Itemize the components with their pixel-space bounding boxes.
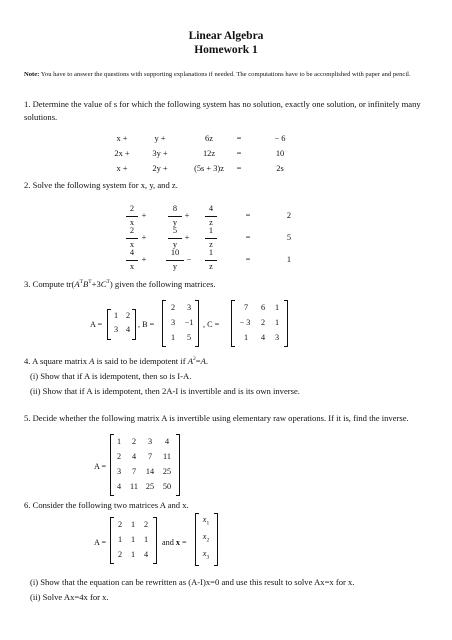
q3-C-21: − 3 bbox=[239, 318, 251, 327]
q2-r3-bar-b bbox=[166, 260, 184, 261]
q2-r2-bar-c bbox=[205, 238, 217, 239]
q2-r2-num-c: 1 bbox=[208, 226, 214, 235]
q1-r3-rhs: 2s bbox=[276, 164, 284, 173]
q2-r3-num-a: 4 bbox=[129, 248, 135, 257]
question-6: 6. Consider the following two matrices A and x. bbox=[24, 500, 189, 510]
q1-r2-eq: = bbox=[236, 149, 242, 158]
q5-A-34: 25 bbox=[162, 467, 172, 476]
q6-A-13: 2 bbox=[143, 520, 149, 529]
q5-A-32: 7 bbox=[131, 467, 137, 476]
note bbox=[24, 70, 444, 79]
q5-A-11: 1 bbox=[116, 437, 122, 446]
q2-r1-den-c: z bbox=[209, 218, 213, 227]
q2-r1-bar-a bbox=[126, 216, 138, 217]
q2-r2-num-b: 5 bbox=[172, 226, 178, 235]
q5-A-44: 50 bbox=[162, 482, 172, 491]
q2-r2-eq: = bbox=[245, 233, 251, 242]
question-4-ii: (ii) Show that if A is idempotent, then 2A-I is invertible and is its own inverse. bbox=[30, 386, 300, 396]
q3-C-31: 1 bbox=[243, 333, 249, 342]
q6-A-bracket-right bbox=[153, 517, 157, 564]
q3-C-13: 1 bbox=[274, 303, 280, 312]
q3-B-bracket-right bbox=[195, 300, 199, 347]
q3-C-label: , C = bbox=[203, 320, 220, 329]
q2-r1-bar-b bbox=[168, 216, 182, 217]
q6-A-22: 1 bbox=[130, 535, 136, 544]
q1-r3-c2: 2y + bbox=[152, 164, 168, 173]
q1-r1-eq: = bbox=[236, 134, 242, 143]
q5-A-13: 3 bbox=[147, 437, 153, 446]
q3-A-bracket-right bbox=[132, 309, 136, 340]
q2-r2-den-a: x bbox=[129, 240, 135, 249]
q1-r3-c3: (5s + 3)z bbox=[194, 164, 224, 173]
q5-A-42: 11 bbox=[130, 482, 138, 491]
q3-B-21: 3 bbox=[170, 318, 176, 327]
q5-A-23: 7 bbox=[147, 452, 153, 461]
note-text: You have to answer the questions with supporting explanations if needed. The computations have to be accomplished with paper and pencil. bbox=[40, 71, 411, 78]
q2-r2-den-b: y bbox=[172, 240, 178, 249]
q3-A-22: 4 bbox=[125, 325, 131, 334]
q6-A-label: A = bbox=[94, 538, 107, 547]
q1-r3-c1: x + bbox=[116, 164, 128, 173]
q2-r3-op2: − bbox=[186, 255, 192, 264]
q2-r1-op2: + bbox=[184, 211, 190, 220]
q2-r1-eq: = bbox=[245, 211, 251, 220]
q6-A-11: 2 bbox=[117, 520, 123, 529]
q2-r1-den-b: y bbox=[172, 218, 178, 227]
question-1: 1. Determine the value of s for which the following system has no solution, exactly one solution, or infinitely many solutions. bbox=[24, 99, 421, 122]
q2-r2-rhs: 5 bbox=[286, 233, 292, 242]
q1-r2-c1: 2x + bbox=[114, 149, 130, 158]
q5-A-14: 4 bbox=[164, 437, 170, 446]
q6-A-12: 1 bbox=[130, 520, 136, 529]
q3-C-23: 1 bbox=[274, 318, 280, 327]
question-4: 4. A square matrix A is said to be idempotent if $A^2=A$. bbox=[24, 356, 209, 366]
q3-A-label: A = bbox=[90, 320, 103, 329]
q6-A-32: 1 bbox=[130, 550, 136, 559]
q6-A-21: 1 bbox=[117, 535, 123, 544]
q2-r1-num-b: 8 bbox=[172, 204, 178, 213]
q2-r3-rhs: 1 bbox=[286, 255, 292, 264]
q3-B-12: 3 bbox=[186, 303, 192, 312]
q1-r3-eq: = bbox=[236, 164, 242, 173]
q2-r2-op2: + bbox=[184, 233, 190, 242]
question-4-i: (i) Show that if A is idempotent, then so is I-A. bbox=[30, 371, 192, 381]
q2-r1-bar-c bbox=[205, 216, 217, 217]
q3-B-22: −1 bbox=[184, 318, 194, 327]
q2-r2-bar-b bbox=[168, 238, 182, 239]
q2-r2-bar-a bbox=[126, 238, 138, 239]
q5-A-24: 11 bbox=[163, 452, 171, 461]
q2-r3-den-b: y bbox=[172, 262, 178, 271]
q2-r3-den-a: x bbox=[129, 262, 135, 271]
q6-A-23: 1 bbox=[143, 535, 149, 544]
q1-r2-rhs: 10 bbox=[275, 149, 285, 158]
q6-and-label: and x = bbox=[162, 538, 187, 547]
q2-r1-rhs: 2 bbox=[286, 211, 292, 220]
note-label: Note: bbox=[24, 71, 40, 78]
q2-r3-bar-c bbox=[205, 260, 217, 261]
q2-r1-den-a: x bbox=[129, 218, 135, 227]
q3-B-31: 1 bbox=[170, 333, 176, 342]
q1-r1-rhs: − 6 bbox=[274, 134, 286, 143]
q2-r3-num-b: 10 bbox=[170, 248, 180, 257]
q3-A-11: 1 bbox=[113, 311, 119, 320]
page-title: Linear Algebra bbox=[188, 30, 264, 42]
q2-r2-num-a: 2 bbox=[129, 226, 135, 235]
q3-C-32: 4 bbox=[260, 333, 266, 342]
q5-A-41: 4 bbox=[116, 482, 122, 491]
q5-A-21: 2 bbox=[116, 452, 122, 461]
q6-A-31: 2 bbox=[117, 550, 123, 559]
q5-A-43: 25 bbox=[145, 482, 155, 491]
q5-A-label: A = bbox=[94, 462, 107, 471]
q3-B-label: , B = bbox=[138, 320, 155, 329]
q3-C-22: 2 bbox=[260, 318, 266, 327]
q5-A-12: 2 bbox=[131, 437, 137, 446]
q2-r1-num-c: 4 bbox=[208, 204, 214, 213]
q2-r2-den-c: z bbox=[209, 240, 213, 249]
q2-r2-op1: + bbox=[141, 233, 147, 242]
q3-C-12: 6 bbox=[260, 303, 266, 312]
question-5: 5. Decide whether the following matrix A is invertible using elementary raw operations. If it is, find the inverse. bbox=[24, 413, 409, 423]
q6-x-3: $x_3$ bbox=[202, 549, 210, 561]
q6-A-33: 4 bbox=[143, 550, 149, 559]
question-6-i: (i) Show that the equation can be rewritten as (A-I)x=0 and use this result to solve Ax=x for x. bbox=[30, 577, 355, 587]
q3-B-11: 2 bbox=[170, 303, 176, 312]
q5-A-bracket-right bbox=[176, 434, 180, 496]
page-subtitle: Homework 1 bbox=[194, 44, 258, 56]
q5-A-33: 14 bbox=[145, 467, 155, 476]
q2-r3-bar-a bbox=[126, 260, 138, 261]
q2-r1-num-a: 2 bbox=[129, 204, 135, 213]
q2-r3-den-c: z bbox=[209, 262, 213, 271]
q3-C-11: 7 bbox=[243, 303, 249, 312]
q3-A-21: 3 bbox=[113, 325, 119, 334]
question-3: 3. Compute $tr(A^TB^T+3C^T)$ given the following matrices. bbox=[24, 279, 216, 289]
q1-r1-c1: x + bbox=[116, 134, 128, 143]
q3-C-bracket-right bbox=[284, 300, 288, 347]
q3-B-32: 5 bbox=[186, 333, 192, 342]
question-6-ii: (ii) Solve Ax=4x for x. bbox=[30, 592, 109, 602]
q1-r1-c2: y + bbox=[154, 134, 166, 143]
q6-x-2: $x_2$ bbox=[202, 532, 210, 544]
q6-x-1: $x_1$ bbox=[202, 515, 210, 527]
question-2: 2. Solve the following system for x, y, and z. bbox=[24, 180, 178, 190]
q3-C-33: 3 bbox=[274, 333, 280, 342]
q2-r3-op1: + bbox=[141, 255, 147, 264]
q5-A-31: 3 bbox=[116, 467, 122, 476]
q2-r1-op1: + bbox=[141, 211, 147, 220]
q1-r1-c3: 6z bbox=[205, 134, 213, 143]
q1-r2-c2: 3y + bbox=[152, 149, 168, 158]
q3-A-12: 2 bbox=[125, 311, 131, 320]
q2-r3-num-c: 1 bbox=[208, 248, 214, 257]
q2-r3-eq: = bbox=[245, 255, 251, 264]
q5-A-22: 4 bbox=[131, 452, 137, 461]
q6-x-bracket-right bbox=[214, 513, 218, 566]
q1-r2-c3: 12z bbox=[202, 149, 216, 158]
